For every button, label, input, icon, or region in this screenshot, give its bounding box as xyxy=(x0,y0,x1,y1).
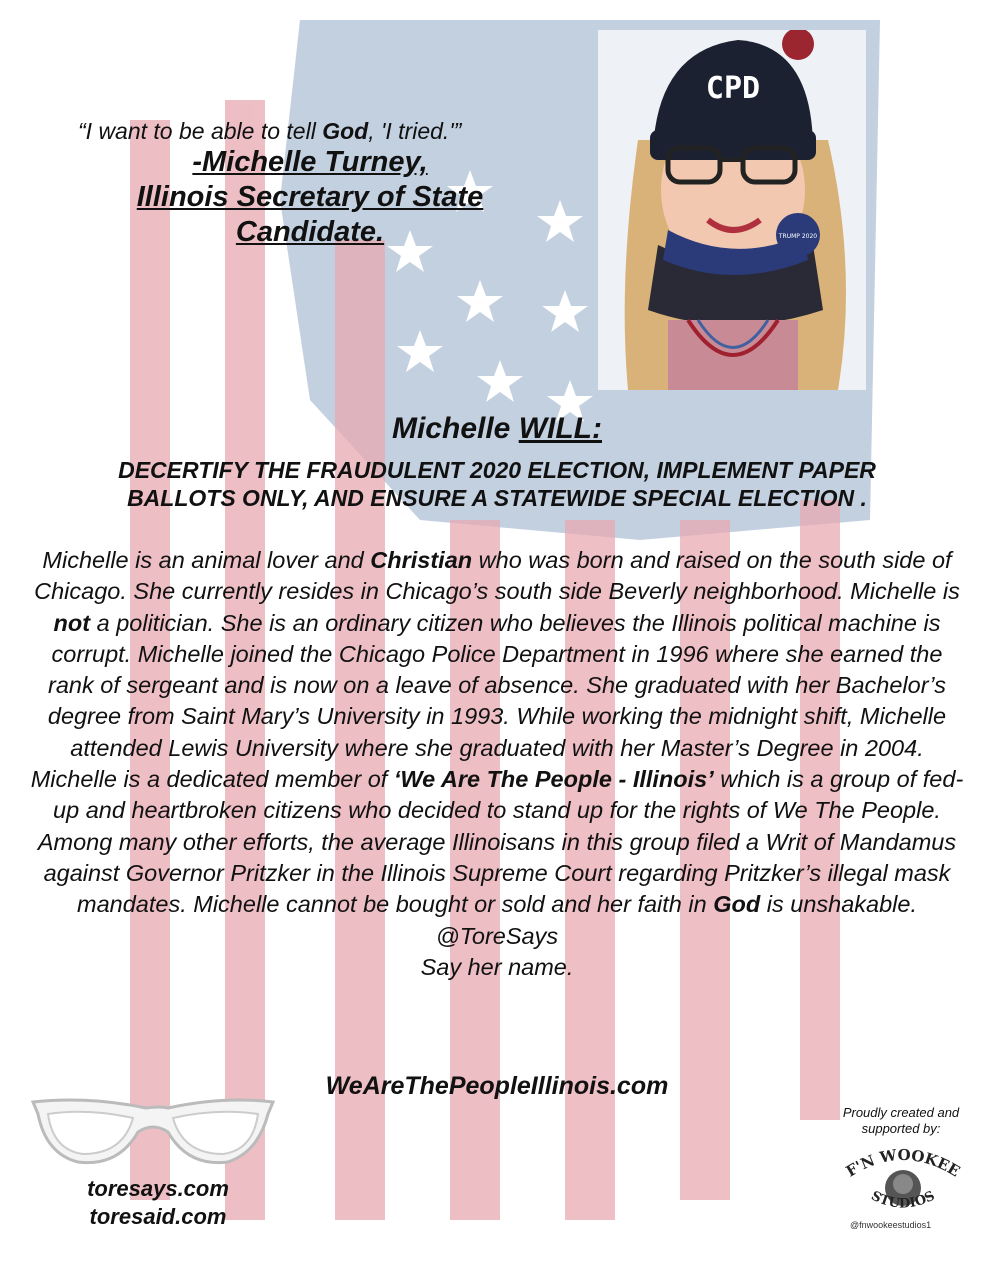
footer-links xyxy=(40,1175,276,1231)
quote-attribution-name: -Michelle Turney, xyxy=(192,146,428,178)
social-handle: @fnwookeestudios1 xyxy=(850,1220,932,1230)
studio-logo xyxy=(838,1140,968,1222)
website-link[interactable]: WeAreThePeopleIllinois.com xyxy=(325,1072,669,1100)
bio-paragraph: Michelle is an animal lover and Christian who was born and raised on the south side of Chicago. She currently resides in Chicago’s south side Beverly neighborhood. Michelle is not a politician. She is an ordinary citizen who believes the Illinois political machine is corrupt. Michelle joined the Chicago Police Department in 1996 where she earned the rank of sergeant and is now on a leave of absence. She graduated with her Bachelor’s degree from Saint Mary’s University in 1993. While working the midnight shift, Michelle attended Lewis University where she graduated with her Master’s Degree in 2004. Michelle is a dedicated member of ‘We Are The People - Illinois’ which is a group of fed-up and heartbroken citizens who decided to stand up for the rights of We The People. Among many other efforts, the average Illinoisans in this group filed a Writ of Mandamus against Governor Pritzker in the Illinois Supreme Court regarding Pritzker’s illegal mask mandates. Michelle cannot be bought or sold and her faith in God is unshakable. @ToreSays Say her name. xyxy=(28,545,966,983)
quote-block xyxy=(60,118,560,250)
twitter-handle: @ToreSays xyxy=(435,922,559,949)
svg-text:F'N WOOKEE: F'N WOOKEE xyxy=(842,1145,964,1181)
glasses-icon xyxy=(28,1092,278,1172)
link-toresaid[interactable]: toresaid.com xyxy=(89,1204,227,1229)
quote-attribution-role: Candidate. xyxy=(235,216,385,248)
svg-text:STUDIOS: STUDIOS xyxy=(868,1188,938,1212)
candidate-photo xyxy=(598,30,866,390)
credit-text: Proudly created and supported by: xyxy=(842,1105,960,1136)
closing-line: Say her name. xyxy=(420,953,574,980)
quote-text: “I want to be able to tell God, 'I tried.'” xyxy=(78,118,462,144)
link-toresays[interactable]: toresays.com xyxy=(87,1176,229,1201)
svg-text:CPD: CPD xyxy=(705,71,761,106)
svg-text:TRUMP 2020: TRUMP 2020 xyxy=(778,233,818,240)
will-statement: DECERTIFY THE FRAUDULENT 2020 ELECTION, IMPLEMENT PAPER BALLOTS ONLY, AND ENSURE A STATEWIDE SPECIAL ELECTION . xyxy=(118,457,876,511)
quote-attribution-title: Illinois Secretary of State xyxy=(136,181,484,213)
will-heading: Michelle WILL: xyxy=(391,412,602,445)
